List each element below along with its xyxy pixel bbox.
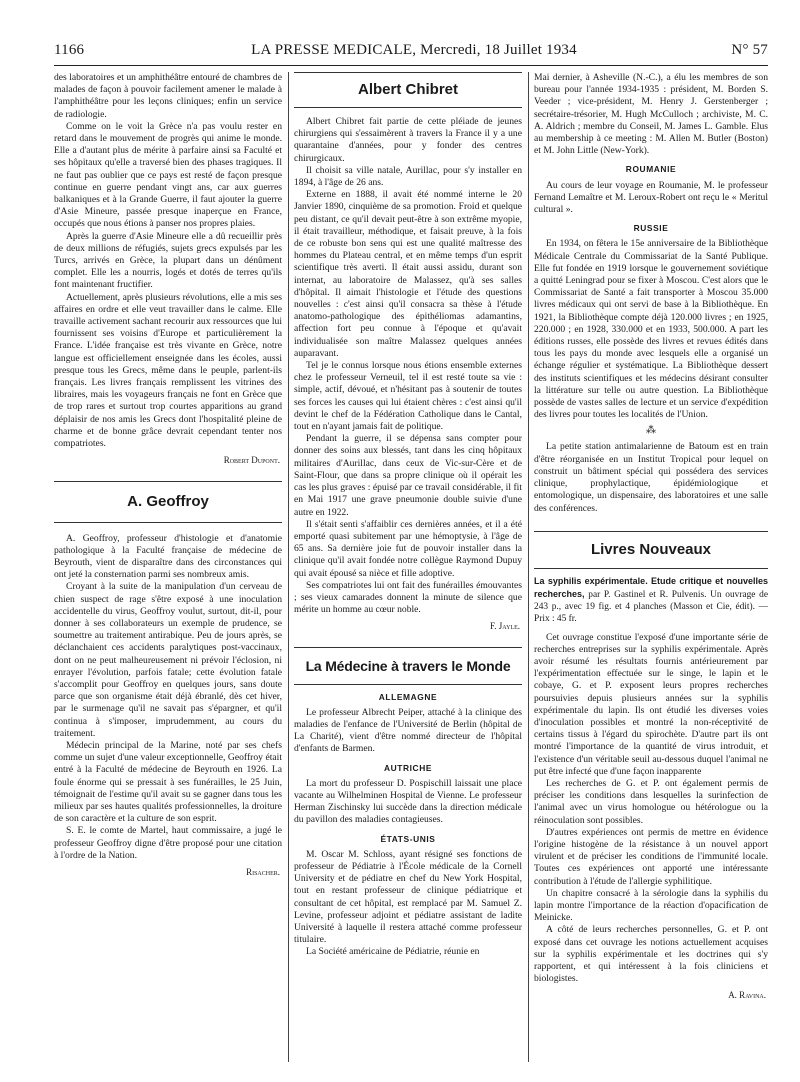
newspaper-page: [54, 38, 768, 1068]
page-number: 1166: [54, 42, 85, 58]
section-title-livres: Livres Nouveaux: [534, 531, 768, 569]
country-heading: ÉTATS-UNIS: [380, 833, 436, 844]
section-separator: ⁂: [646, 425, 656, 437]
column-divider: [528, 72, 529, 1062]
paragraph: D'autres expériences ont permis de mettre en évidence l'origine histogène de la résistance à un nouvel apport virulent et de préciser les conditions de l'immunité locale. Toutes ces expériences ont apporté une intéressante contribution à l'étude de l'allergie syphilitique.: [534, 826, 768, 887]
column-right: [534, 72, 768, 1068]
paragraph: Ses compatriotes lui ont fait des funérailles émouvantes ; ses vieux camarades donnent la minute de silence que mérite un homme au cœur noble.: [294, 579, 522, 616]
paragraph: Comme on le voit la Grèce n'a pas voulu rester en retard dans le mouvement de progrès qui anime le monde. Elle a d'autant plus de mérite à parfaire ainsi sa Faculté et ses hôpitaux qu'elle a traversé bien des phases tragiques. Il ne faut pas oublier que ce pays est resté de façon presque continue en guerre pendant vingt ans, car aux guerres balkaniques et à la Grande Guerre, il faut ajouter la guerre d'Asie Mineure, passée presque inaperçue en France, occupés que nous étions à panser nos propres plaies.: [54, 120, 282, 230]
book-reference: [534, 575, 768, 626]
book-details: par P. Gastinel et R. Pulvenis. Un ouvrage de 243 p., avec 19 fig. et 4 planches (Masson et Cie, édit). — Prix : 45 fr.: [534, 589, 768, 625]
paragraph: Albert Chibret fait partie de cette pléiade de jeunes chirurgiens qui s'essaimèrent à travers la France il y a une quarantaine d'années, pour y fonder des centres chirurgicaux.: [294, 116, 522, 164]
paragraph: S. E. le comte de Martel, haut commissaire, a jugé le professeur Geoffroy digne d'être proposé pour une citation à l'ordre de la Nation.: [54, 825, 282, 861]
book-title: La syphilis expérimentale. Etude critique et nouvelles recherches,: [534, 575, 768, 599]
section-title-monde: La Médecine à travers le Monde: [294, 647, 522, 685]
paragraph: Médecin principal de la Marine, noté par ses chefs comme un sujet d'une valeur exceptionnelle, Geoffroy était entré à la Faculté de médecine de Beyrouth en 1926. La foule énorme qui se pressait à ses funérailles, le 25 Juin, témoignait de l'estime qu'il avait su se gagner dans tous les milieux par ses hautes qualités professionnelles, la droiture de son caractère et la culture de son esprit.: [54, 739, 282, 825]
paragraph: M. Oscar M. Schloss, ayant résigné ses fonctions de professeur de Pédiatrie à l'École médicale de la Cornell University et de pédiatre en chef du New York Hospital, tout en restant professeur de clinique pédiatrique et consultant de cet hôpital, est remplacé par M. Samuel Z. Levine, professeur adjoint et pédiatre assistant de ladite Université à laquelle il restera attaché comme professeur titulaire.: [294, 848, 522, 946]
paragraph: Tel je le connus lorsque nous étions ensemble externes chez le professeur Verneuil, tel il est resté toute sa vie : simple, actif, dévoué, et n'hésitant pas à soutenir de toutes ses forces les causes qui lui étaient chères : c'est ainsi qu'il devint le chef de la Fédération Catholique dans le Cantal, tout en n'ayant jamais fait de politique.: [294, 360, 522, 433]
header-rule: [54, 65, 768, 66]
paragraph: Mai dernier, à Asheville (N.-C.), a élu les membres de son bureau pour l'année 1934-1935 : président, M. Borden S. Veeder ; vice-président, M. Henry J. Gerstenberger ; secrétaire-trésorier, M. Hugh McCulloch ; archiviste, M. C. A. Aldrich ; membre du Conseil, M. James L. Gamble. Elus au membership à ce meeting : M. Allen M. Butler (Boston) et M. John Little (New-York).: [534, 72, 768, 157]
paragraph: Un chapitre consacré à la sérologie dans la syphilis du lapin montre l'importance de la réaction d'opacification de Meinicke.: [534, 887, 768, 924]
author-signature: Risacher.: [246, 866, 280, 877]
paragraph: Pendant la guerre, il se dépensa sans compter pour donner des soins aux blessés, tant dans les cinq hôpitaux militaires d'Aurillac, dans ceux de Vic-sur-Cère et de Saint-Flour, que dans sa propre clinique où il opérait les cas les plus graves : épuisé par ce travail considérable, il fit en Mai 1917 une grave pneumonie double suivie d'une autre en 1922.: [294, 433, 522, 518]
issue-number: N° 57: [731, 42, 768, 58]
paragraph: Actuellement, après plusieurs révolutions, elle a mis ses affaires en ordre et elle veut travailler dans le calme. Elle travaille activement sachant recourir aux ressources que lui fournissent ses voisins d'Europe et particulièrement la France. L'idée française est très vivante en Grèce, notre langue est officiellement enseignée dans les écoles, aussi presque tous les Grecs, même dans le peuple, parlent-ils français. Les livres français remplissent les vitrines des libraires, mais les voyageurs français ne font en Grèce que de trop rares et surtout trop courtes apparitions au grand déplaisir de nos amis les Grecs dont l'hospitalité pleine de charme et de bonne grâce devrait cependant tenter nos compatriotes.: [54, 291, 282, 450]
article-title-chibret: Albert Chibret: [294, 72, 522, 108]
article-title-geoffroy: A. Geoffroy: [54, 481, 282, 523]
paragraph: Croyant à la suite de la manipulation d'un cerveau de chien suspect de rage s'être exposé à une inoculation accidentelle du virus, Geoffroy voulut, surtout, dit-il, pour donner à ses collaborateurs un exemple de prudence, se soumettre au traitement antirabique. Peu de jours après, se déclanchaient ces accidents paralytiques post-vaccinaux, dont on ne peut malheureusement ni prévoir l'éclosion, ni enrayer l'évolution, parfois fatale; cette évolution fatale s'accomplit pour Geoffroy en quelques jours, sans doute parce que son organisme était déjà ébranlé, dès cet hiver, par le surmenage qu'il ne savait pas s'épargner, et qu'il continua à s'imposer, imprudemment, au cours du traitement.: [54, 581, 282, 739]
paragraph: A côté de leurs recherches personnelles, G. et P. ont exposé dans cet ouvrage les notions actuellement acquises sur la syphilis expérimentale et les doctrines qui s'y rapportent, et qui intéressent à la fois cliniciens et biologistes.: [534, 924, 768, 985]
paragraph: La petite station antimalarienne de Batoum est en train d'être réorganisée en un Institut Tropical pour lequel on construit un bâtiment spécial qui possédera des services clinique, prophylactique, épidémiologique et entomologique, un dispensaire, des laboratoires et une salle des conférences.: [534, 441, 768, 514]
paragraph: des laboratoires et un amphithéâtre entouré de chambres de malades de façon à pouvoir facilement amener le malade à l'amphithéâtre pour les leçons cliniques; enfin un service de radiologie.: [54, 72, 282, 120]
page-header: [54, 38, 768, 64]
country-heading: ROUMANIE: [625, 164, 677, 175]
paragraph: La mort du professeur D. Pospischill laissait une place vacante au Wilhelminen Hospital de Vienne. Le professeur Herman Zischinsky lui succède dans la direction médicale du pavillon des maladies contagieuses.: [294, 777, 522, 826]
paragraph: Après la guerre d'Asie Mineure elle a dû recueillir près de deux millions de réfugiés, sujets grecs expulsés par les Turcs, arrivés en Grèce, la plupart dans un dénûment complet. Elle les a nourris, logés et dotés de terres qu'ils font maintenant fructifier.: [54, 230, 282, 291]
paragraph: A. Geoffroy, professeur d'histologie et d'anatomie pathologique à la Faculté française de médecine de Beyrouth, vient de disparaître dans des circonstances qui ont jeté la consternation parmi ses nombreux amis.: [54, 532, 282, 581]
paragraph: Les recherches de G. et P. ont également permis de préciser les conditions dans lesquelles la surinfection de l'animal avec un virus homologue ou hétérologue ou la réinoculation sont possibles.: [534, 777, 768, 826]
paragraph: Le professeur Albrecht Peiper, attaché à la clinique des maladies de l'enfance de l'Université de Berlin (hôpital de La Charité), vient d'être nommé directeur de l'hôpital d'enfants de Barmen.: [294, 706, 522, 755]
author-signature: F. Jayle.: [490, 621, 520, 632]
country-heading: AUTRICHE: [383, 762, 433, 773]
column-left: [54, 72, 282, 1068]
paragraph: Au cours de leur voyage en Roumanie, M. le professeur Fernand Lemaître et M. Leroux-Robert ont reçu le « Meritul cultural ».: [534, 179, 768, 216]
paragraph: Il s'était senti s'affaiblir ces dernières années, et il a été emporté quasi subitement par une hémoptysie, à l'âge de 65 ans. Sa dernière joie fut de pouvoir installer dans la clinique qu'il avait fondée notre collègue Raymond Dupuy qui avait épousé sa nièce et fille adoptive.: [294, 518, 522, 579]
country-heading: ALLEMAGNE: [378, 691, 438, 702]
author-signature: A. Ravina.: [728, 990, 766, 1001]
author-signature: Robert Dupont.: [223, 455, 280, 466]
paragraph: En 1934, on fêtera le 15e anniversaire de la Bibliothèque Médicale Centrale du Commissariat de la Santé Publique. Elle fut fondée en 1919 lorsque le gouvernement soviétique a quitté Leningrad pour se fixer à Moscou. C'est alors que le Commissariat de Santé a fait transporter à Moscou 35.000 livres médicaux qui ont servi de base à la Bibliothèque. En 1921, la Bibliothèque compte déjà 120.000 livres ; en 1925, 220.000 ; en 1928, 330.000 et en 1933, 500.000. A part les éditions russes, elle possède des livres et revues édités dans tous les pays du monde avec lesquels elle a organisé un échange régulier et systématique. La Bibliothèque dessert des instituts scientifiques et les médecins désirant consulter la littérature sur telle ou autre question. La Bibliothèque possède de vastes salles de lecture et un service d'expédition des livres pour toutes les localités de l'Union.: [534, 238, 768, 421]
country-heading: RUSSIE: [633, 223, 669, 234]
paragraph: Externe en 1888, il avait été nommé interne le 20 Janvier 1890, cinquième de sa promotion. Froid et quelque peu distant, ce qu'il devait peut-être à son extrême myopie, il était travailleur, méthodique, et faisait preuve, à la fois de ce robuste bon sens qui est une qualité maîtresse des hommes du Plateau central, et en même temps d'un esprit scientifique très averti. Il était aussi assidu, durant son internat, au laboratoire de Malassez, qu'à ses salles d'hôpital. Il aimait l'histologie et l'étude des questions nouvelles : c'est ainsi qu'il consacra sa thèse à l'étude anatomo-pathologique des épithéliomas adamantins, affection fort peu connue à l'époque et qu'avait individualisée son maître Malassez quelques années auparavant.: [294, 189, 522, 359]
publication-title: LA PRESSE MEDICALE, Mercredi, 18 Juillet 1934: [251, 42, 577, 58]
paragraph: La Société américaine de Pédiatrie, réunie en: [306, 946, 480, 958]
column-middle: [294, 72, 522, 1068]
paragraph: Il choisit sa ville natale, Aurillac, pour s'y installer en 1894, à l'âge de 26 ans.: [294, 164, 522, 189]
paragraph: Cet ouvrage constitue l'exposé d'une importante série de recherches entreprises sur la syphilis expérimentale. Après avoir résumé les résultats fournis antérieurement par l'expérimentation effectuée sur le singe, le lapin et le cobaye, G. et P. exposent leurs propres recherches poursuivies depuis plusieurs années sur la syphilis expérimentale du lapin. Ils ont étudié les diverses voies d'inoculation possibles et montré la non-réceptivité de certains tissus à l'égard du spirochète. D'autre part ils ont montré l'importance de la quantité de virus introduit, et l'existence d'un véritable seuil au-dessous duquel l'animal ne put être infecté que d'une façon inapparente: [534, 631, 768, 777]
column-divider: [288, 72, 289, 1062]
